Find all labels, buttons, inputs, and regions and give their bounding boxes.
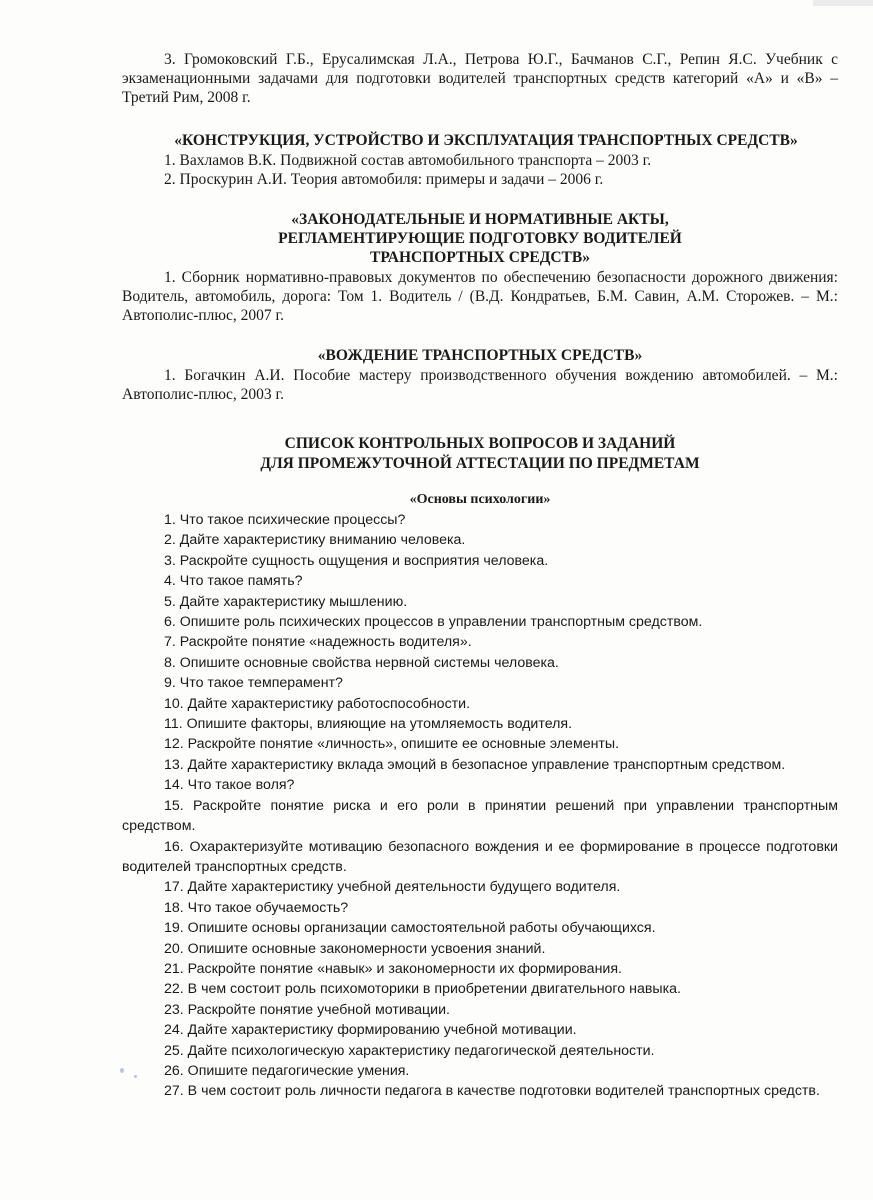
section-title-line: «ЗАКОНОДАТЕЛЬНЫЕ И НОРМАТИВНЫЕ АКТЫ, [291,211,669,228]
question-item: 20. Опишите основные закономерности усвоения знаний. [164,940,546,957]
question-item: 22. В чем состоит роль психомоторики в приобретении двигательного навыка. [164,981,681,998]
section-title-line: «ВОЖДЕНИЕ ТРАНСПОРТНЫХ СРЕДСТВ» [317,347,643,364]
question-item: 8. Опишите основные свойства нервной системы человека. [164,654,559,671]
question-item: 27. В чем состоит роль личности педагога в качестве подготовки водителей транспортных средств. [164,1083,820,1100]
question-item: 2. Дайте характеристику вниманию человека. [164,532,466,549]
reference-item: 2. Проскурин А.И. Теория автомобиля: примеры и задачи – 2006 г. [164,171,604,188]
subject-heading: «Основы психологии» [409,492,551,507]
scan-edge-shadow [813,0,873,6]
section-title [122,210,838,267]
section-title-line: «КОНСТРУКЦИЯ, УСТРОЙСТВО И ЭКСПЛУАТАЦИЯ ТРАНСПОРТНЫХ СРЕДСТВ» [174,132,798,149]
question-item: 4. Что такое память? [164,573,303,590]
question-item: 3. Раскройте сущность ощущения и восприятия человека. [164,552,549,569]
question-item: 14. Что такое воля? [164,777,295,794]
question-item: 25. Дайте психологическую характеристику педагогической деятельности. [164,1042,655,1059]
section-title-line: ТРАНСПОРТНЫХ СРЕДСТВ» [369,249,590,266]
section-construction [122,131,838,189]
question-item: 10. Дайте характеристику работоспособности. [164,695,471,712]
question-item: 7. Раскройте понятие «надежность водителя». [164,634,472,651]
section-driving [122,346,838,404]
reference-item: 1. Сборник нормативно-правовых документов по обеспечению безопасности дорожного движения: Водитель, автомобиль, дорога: Том 1. Водитель / (В.Д. Кондратьев, Б.М. Савин, А.М. Сторожев. – М.: Автополис-плюс, 2007 г. [122,269,838,324]
question-item: 16. Охарактеризуйте мотивацию безопасного вождения и ее формирование в процессе подготовки водителей транспортных средств. [122,838,838,875]
section-legislation [122,210,838,325]
section-title [122,346,838,365]
question-item: 24. Дайте характеристику формированию учебной мотивации. [164,1022,577,1039]
question-item: 15. Раскройте понятие риска и его роли в принятии решений при управлении транспортным средством. [122,797,838,835]
question-item: 19. Опишите основы организации самостоятельной работы обучающихся. [164,920,656,937]
question-item: 12. Раскройте понятие «личность», опишите ее основные элементы. [164,736,620,753]
reference-item: 1. Богачкин А.И. Пособие мастеру производственного обучения вождению автомобилей. – М.: Автополис-плюс, 2003 г. [122,367,838,403]
question-item: 11. Опишите факторы, влияющие на утомляемость водителя. [164,716,573,733]
question-item: 9. Что такое темперамент? [164,675,343,692]
question-item: 26. Опишите педагогические умения. [164,1062,410,1079]
list-title-line: ДЛЯ ПРОМЕЖУТОЧНОЙ АТТЕСТАЦИИ ПО ПРЕДМЕТАМ [260,454,700,472]
question-item: 18. Что такое обучаемость? [164,899,349,916]
questions-list [122,510,838,1102]
question-item: 5. Дайте характеристику мышлению. [164,593,408,610]
question-item: 21. Раскройте понятие «навык» и закономерности их формирования. [164,960,622,977]
question-item: 17. Дайте характеристику учебной деятельности будущего водителя. [164,879,621,896]
question-item: 1. Что такое психические процессы? [164,512,406,528]
section-title [118,131,854,150]
reference-item: 1. Вахламов В.К. Подвижной состав автомобильного транспорта – 2003 г. [164,152,652,169]
question-item: 23. Раскройте понятие учебной мотивации. [164,1001,450,1018]
section-title-line: РЕГЛАМЕНТИРУЮЩИЕ ПОДГОТОВКУ ВОДИТЕЛЕЙ [278,230,682,247]
control-questions-block [122,434,838,1102]
question-item: 6. Опишите роль психических процессов в управлении транспортным средством. [164,614,703,631]
document-body [122,50,838,1102]
list-title [122,434,838,473]
reference-item: 3. Громоковский Г.Б., Ерусалимская Л.А., Петрова Ю.Г., Бачманов С.Г., Репин Я.С. Учебник с экзаменационными задачами для подготовки водителей транспортных средств категорий «А» и «В» – Третий Рим, 2008 г. [122,51,838,106]
list-title-line: СПИСОК КОНТРОЛЬНЫХ ВОПРОСОВ И ЗАДАНИЙ [284,435,676,452]
question-item: 13. Дайте характеристику вклада эмоций в безопасное управление транспортным средством. [164,756,786,773]
